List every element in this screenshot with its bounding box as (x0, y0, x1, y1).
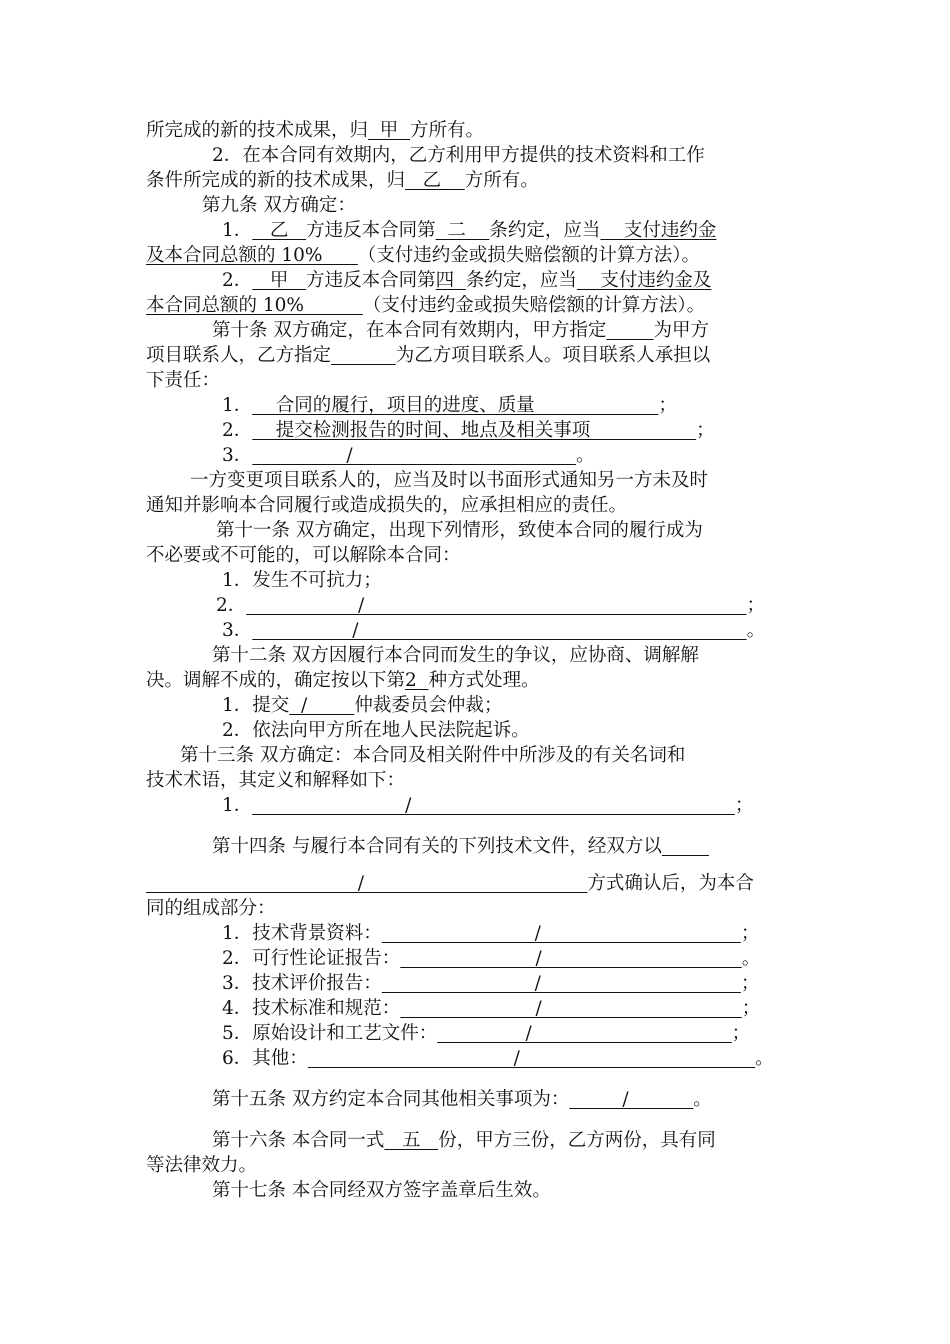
art10-heading-line (146, 318, 808, 343)
text: 为甲方 (653, 320, 709, 341)
text: 本合同一式 (286, 1130, 385, 1151)
text: 。 (693, 1089, 712, 1110)
blank-field: / (400, 948, 742, 969)
text: （支付违约金或损失赔偿额的计算方法）。 (357, 245, 701, 266)
text: 方所有。 (464, 170, 539, 191)
blank-field: 2 (405, 670, 429, 691)
text: 条约定，应当 (465, 270, 577, 291)
text: ； (740, 973, 760, 994)
blank-field: 二 (435, 220, 490, 241)
art14-item-6 (146, 1046, 808, 1071)
art10-note-2: 通知并影响本合同履行或造成损失的，应承担相应的责任。 (146, 495, 628, 516)
text: 为乙方项目联系人。项目联系人承担以 (395, 345, 711, 366)
art9-item-2-cont (146, 293, 808, 318)
art11-line-2: 不必要或不可能的，可以解除本合同： (146, 545, 461, 566)
text: 4．技术标准和规范： (222, 998, 401, 1019)
text: 1．技术背景资料： (222, 923, 382, 944)
art12-line-2 (146, 668, 808, 693)
blank-field: 乙 (405, 170, 465, 191)
blank-field: 提交检测报告的时间、地点及相关事项 (252, 420, 697, 441)
article-heading: 第十二条 (212, 645, 287, 666)
art10-item-1 (146, 393, 808, 418)
blank-field: / (381, 923, 741, 944)
text: 种方式处理。 (428, 670, 540, 691)
blank-field: / (400, 998, 742, 1019)
text: 方违反本合同第 (306, 220, 436, 241)
art13-line-2: 技术术语，其定义和解释如下： (146, 770, 406, 791)
text: 份，甲方三份，乙方两份，具有同 (438, 1130, 716, 1151)
text: ； (741, 998, 761, 1019)
art14-item-5 (146, 1021, 808, 1046)
text: 所完成的新的技术成果，归 (146, 120, 369, 141)
art14-item-4 (146, 996, 808, 1021)
blank-field: 五 (384, 1130, 439, 1151)
art15-line (146, 1087, 808, 1112)
item-number: 2． (222, 420, 253, 441)
blank-field: / (381, 973, 741, 994)
item-number: 1． (222, 795, 253, 816)
text: 本合同经双方签字盖章后生效。 (286, 1180, 551, 1201)
blank-field: / (246, 595, 747, 616)
text: 双方确定，出现下列情形，致使本合同的履行成为 (290, 520, 703, 541)
art10-note-1: 一方变更项目联系人的，应当及时以书面形式通知另一方未及时 (190, 470, 709, 491)
art12-item-2: 2．依法向甲方所在地人民法院起诉。 (222, 720, 530, 741)
item-number: 1． (222, 220, 253, 241)
blank-field: 及本合同总额的 10% (146, 245, 358, 266)
text: 仲裁委员会仲裁； (354, 695, 503, 716)
text: 决。调解不成的，确定按以下第 (146, 670, 406, 691)
art11-item-3 (146, 618, 808, 643)
text: 双方确定：本合同及相关附件中所涉及的有关名词和 (254, 745, 686, 766)
art16-line-1 (146, 1128, 808, 1153)
spacer (146, 859, 808, 871)
item-number: 2． (216, 595, 247, 616)
text: 方违反本合同第 (306, 270, 436, 291)
text: ； (696, 420, 715, 441)
text: ； (746, 595, 766, 616)
art8-line-3 (146, 168, 808, 193)
art12-heading-line (146, 643, 808, 668)
art8-line-2: 2．在本合同有效期内，乙方利用甲方提供的技术资料和工作 (212, 145, 705, 166)
article-heading: 第十条 (212, 320, 268, 341)
contract-page (146, 118, 808, 1203)
text: 双方因履行本合同而发生的争议，应协商、调解解 (286, 645, 699, 666)
art14-item-1 (146, 921, 808, 946)
text: 项目联系人，乙方指定 (146, 345, 332, 366)
article-heading: 第十七条 (212, 1180, 287, 1201)
text: （支付违约金或损失赔偿额的计算方法）。 (362, 295, 706, 316)
blank-field: / (289, 695, 355, 716)
art14-heading-line (146, 834, 808, 859)
art9-heading-line (146, 193, 808, 218)
blank-field (606, 320, 653, 341)
article-heading: 第十四条 (212, 836, 287, 857)
text: 双方确定，在本合同有效期内，甲方指定 (267, 320, 607, 341)
text: 。 (755, 1048, 774, 1069)
blank-field: / (307, 1048, 756, 1069)
text: 5．原始设计和工艺文件： (222, 1023, 438, 1044)
item-number: 1． (222, 395, 253, 416)
text: 双方约定本合同其他相关事项为： (286, 1089, 570, 1110)
text: 。 (746, 620, 766, 641)
spacer (146, 1112, 808, 1128)
art14-item-2 (146, 946, 808, 971)
art13-item-1 (146, 793, 808, 818)
text: ； (731, 1023, 751, 1044)
art16-line-2: 等法律效力。 (146, 1155, 258, 1176)
article-heading: 第十五条 (212, 1089, 287, 1110)
item-number: 3． (222, 620, 253, 641)
text: 。 (741, 948, 761, 969)
blank-field: / (252, 445, 577, 466)
blank-field: 支付违约金及 (576, 270, 712, 291)
text: 2．可行性论证报告： (222, 948, 401, 969)
text: 双方确定： (257, 195, 356, 216)
article-heading: 第十一条 (216, 520, 291, 541)
spacer (146, 1071, 808, 1087)
art10-item-2 (146, 418, 808, 443)
text: 6．其他： (222, 1048, 308, 1069)
spacer (146, 818, 808, 834)
text: 。 (576, 445, 595, 466)
blank-field: / (252, 795, 735, 816)
text: 方式确认后，为本合 (587, 873, 754, 894)
blank-field: / (437, 1023, 732, 1044)
item-number: 2． (222, 270, 253, 291)
art14-item-3 (146, 971, 808, 996)
item-number: 3． (222, 445, 253, 466)
text: ； (734, 795, 754, 816)
text: 条件所完成的新的技术成果，归 (146, 170, 406, 191)
art8-line-1 (146, 118, 808, 143)
art12-item-1 (146, 693, 808, 718)
blank-field: 本合同总额的 10% (146, 295, 363, 316)
article-heading: 第十六条 (212, 1130, 287, 1151)
art10-item-3 (146, 443, 808, 468)
art14-line-2 (146, 871, 808, 896)
art10-line-2 (146, 343, 808, 368)
text: 方所有。 (410, 120, 485, 141)
art14-line-3: 同的组成部分： (146, 898, 276, 919)
blank-field: / (252, 620, 747, 641)
art11-heading-line (146, 518, 808, 543)
text: 3．技术评价报告： (222, 973, 382, 994)
text: 与履行本合同有关的下列技术文件，经双方以 (286, 836, 662, 857)
blank-field: 甲 (368, 120, 411, 141)
blank-field (662, 836, 709, 857)
blank-field: / (569, 1089, 694, 1110)
art10-line-3: 下责任： (146, 370, 221, 391)
blank-field (331, 345, 396, 366)
art9-item-1 (146, 218, 808, 243)
art13-heading-line (146, 743, 808, 768)
blank-field: / (146, 873, 588, 894)
art9-item-2 (146, 268, 808, 293)
text: 1．提交 (222, 695, 290, 716)
blank-field: 甲 (252, 270, 307, 291)
text: ； (740, 923, 760, 944)
art17-line (146, 1178, 808, 1203)
blank-field: 乙 (252, 220, 307, 241)
blank-field: 支付违约金 (600, 220, 717, 241)
blank-field: 四 (435, 270, 466, 291)
article-heading: 第九条 (202, 195, 258, 216)
text: 条约定，应当 (489, 220, 601, 241)
text: ； (658, 395, 677, 416)
article-heading: 第十三条 (180, 745, 255, 766)
art9-item-1-cont (146, 243, 808, 268)
art11-item-1: 1．发生不可抗力； (222, 570, 382, 591)
art11-item-2 (146, 593, 808, 618)
blank-field: 合同的履行，项目的进度、质量 (252, 395, 659, 416)
